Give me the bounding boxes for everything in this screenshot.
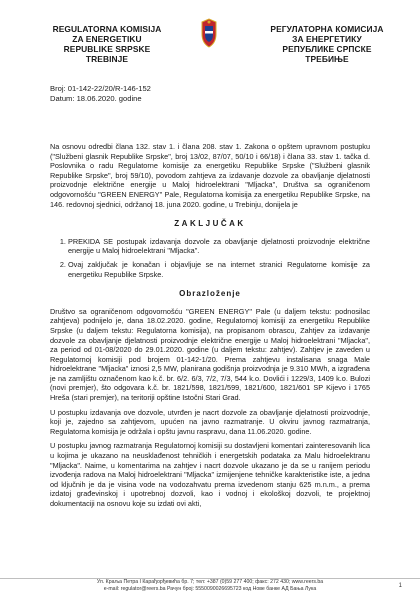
- document-date: Datum: 18.06.2020. godine: [50, 94, 142, 103]
- page-number: 1: [398, 583, 402, 589]
- reasoning-paragraph: U postupku javnog razmatranja Regulatornoj komisiji su dostavljeni komentari zainteresovanih lica u kojima je ukazano na neusklađenost tehničkih i energetskih podataka za Malu hidroelektranu "Mljacka". Naime, u komentarima na zahtjev i nacrt dozvole ukazano je da se u ranijem periodu izvođenja radova na Maloj hidroelektrani "Mljacka" izmijenjene tehničke karakteristike iste, a jedna od ključnih je da je visina vode na vodozahvatu prema izvedenom stanju 625 m.n.m., a prema izdatoj građevinskoj i upotrebnoj dozvoli, kao i vodnoj i ekološkoj dozvoli, te projektnoj dokumentaciji na osnovu koje su izdati ovi akti,: [50, 441, 370, 508]
- letterhead-line: ТРЕБИЊЕ: [305, 54, 349, 64]
- footer-address: Ул. Краља Петра I Карађорђевића бр. 7; тел: +387 (0)59 277 400; факс: 272 430; www.reers.ba: [96, 579, 324, 585]
- letterhead-line: REGULATORNA KOMISIJA: [52, 24, 162, 34]
- letterhead-cyrillic: [252, 24, 402, 64]
- conclusion-item: 2. Ovaj zaključak je konačan i objavljuje se na internet stranici Regulatorne komisije za energetiku Republike Srpske.: [68, 260, 370, 279]
- reasoning-title: Obrazloženje: [179, 289, 241, 299]
- page-footer: [0, 578, 420, 601]
- letterhead-latin: [32, 24, 182, 64]
- conclusion-item: 1. PREKIDA SE postupak izdavanja dozvole za obavljanje djelatnosti proizvodnje električne energije u Maloj hidroelektrani "Mljacka".: [68, 237, 370, 256]
- intro-paragraph: Na osnovu odredbi člana 132. stav 1. i člana 208. stav 1. Zakona o opštem upravnom postupku ("Službeni glasnik Republike Srpske", broj 13/02, 87/07, 50/10 i 66/18) i člana 33. stav 1. tačka d. Poslovnika o radu Regulatorne komisije za energetiku Republike Srpske ("Službeni glasnik Republike Srpske", broj 59/10), povodom zahtjeva za izdavanje dozvole za obavljanje djelatnosti proizvodnje električne energije u Maloj hidroelektrani "Mljacka", Društva sa ograničenom odgovornošću "GREEN ENERGY" Pale, Regulatorna komisija za energetiku Republike Srpske, na 146. redovnoj sjednici, održanoj 18. juna 2020. godine, u Trebinju, donijela je: [50, 142, 370, 209]
- letterhead-line: REPUBLIKE SRPSKE: [63, 44, 151, 54]
- reasoning-paragraph: Društvo sa ograničenom odgovornošću "GREEN ENERGY" Pale (u daljem tekstu: podnosilac zahtjeva) podnijelo je, dana 18.02.2020. godine, Regulatornoj komisiji za energetiku Republike Srpske (u daljem tekstu: Regulatorna komisija), na propisanom obrascu, Zahtjev za izdavanje dozvole za obavljanje djelatnosti proizvodnje električne energije u Maloj hidroelektrani "Mljacka", za period od 01-08/2020 do 29.01.2020. godine (u daljem tekstu: zahtjev). Zahtjev je zaveden u Regulatornoj komisiji pod brojem 01-142-1/20. Prema zahtjevu instalisana snaga Male hidroelektrane "Mljacka" iznosi 2,5 MW, planirana godišnja proizvodnja je 9.310 MWh, a izgrađena je na zamljištu označenom kao k.č. br. 6/2. 6/3, 7/2, 7/3, 544 k.o. Dovlići i 1229/3, 1409 k.o. Bulozi (novi premjer), što odgovara k.č. br. 1821/598, 1821/599, 1821/600, 1821/601 SP Kijevo i 1765 Hreša (stari premjer), na teritoriji opštine Istočni Stari Grad.: [50, 306, 370, 403]
- letterhead-line: РЕГУЛАТОРНА КОМИСИЈА: [270, 24, 384, 34]
- conclusion-list: [50, 237, 370, 279]
- letterhead-line: РЕПУБЛИКЕ СРПСКЕ: [282, 44, 372, 54]
- letterhead-line: ZA ENERGETIKU: [72, 34, 142, 44]
- document-meta: [50, 84, 151, 104]
- reasoning-paragraph: U postupku izdavanja ove dozvole, utvrđen je nacrt dozvole za obavljanje djelatnosti proizvodnje, koji je, zajedno sa zahtjevom, upućen na javno razmatranje. U okviru javnog razmatranja, Regulatorna komisija je održala i opštu javnu raspravu, dana 11.06.2020. godine.: [50, 407, 370, 436]
- document-body: [50, 142, 370, 514]
- coat-of-arms-icon: [198, 18, 220, 48]
- conclusion-title: ZAKLJUČAK: [174, 219, 246, 229]
- letterhead-line: ЗА ЕНЕРГЕТИКУ: [292, 34, 362, 44]
- footer-contact: e-mail: regulator@reers.ba Рачун број: 5550090026695723 код Нове банке АД Бања Лука: [103, 586, 317, 592]
- letterhead: [0, 8, 420, 72]
- letterhead-line: TREBINJE: [85, 54, 129, 64]
- document-number: Broj: 01-142-22/20/R-146-152: [50, 84, 151, 93]
